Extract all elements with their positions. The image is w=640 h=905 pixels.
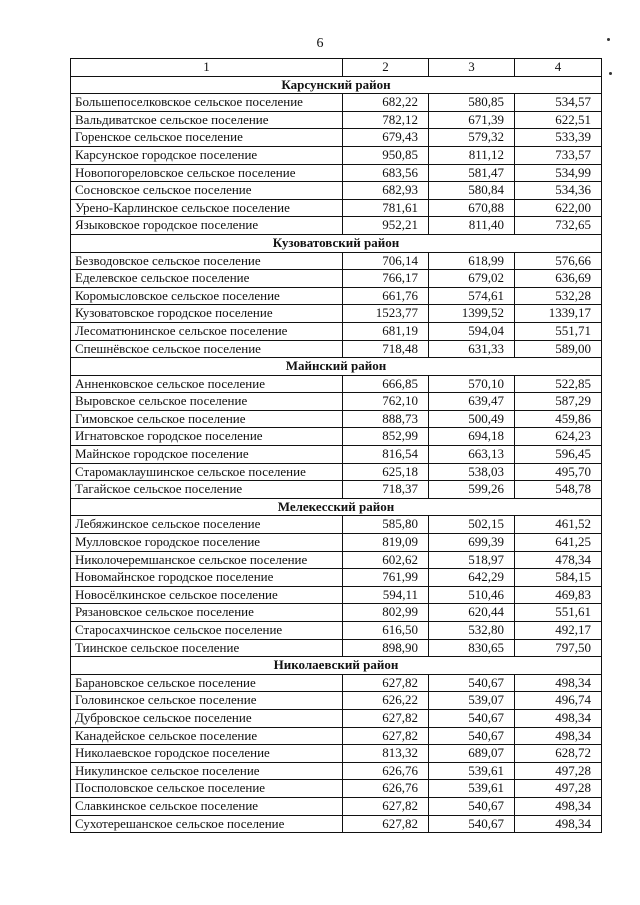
value-cell: 641,25 [515,534,602,552]
settlement-name: Гимовское сельское поселение [71,410,343,428]
table-row [71,639,602,657]
value-cell: 587,29 [515,393,602,411]
settlement-name: Карсунское городское поселение [71,146,343,164]
settlement-name: Языковское городское поселение [71,217,343,235]
settlement-name: Сосновское сельское поселение [71,182,343,200]
value-cell: 626,76 [343,762,429,780]
settlement-name: Игнатовское городское поселение [71,428,343,446]
value-cell: 670,88 [429,199,515,217]
value-cell: 718,37 [343,481,429,499]
value-cell: 830,65 [429,639,515,657]
value-cell: 625,18 [343,463,429,481]
table-row [71,322,602,340]
table-row [71,762,602,780]
column-header: 4 [515,59,602,77]
value-cell: 540,67 [429,797,515,815]
settlement-name: Вальдиватское сельское поселение [71,111,343,129]
settlement-name: Никулинское сельское поселение [71,762,343,780]
value-cell: 782,12 [343,111,429,129]
table-row [71,146,602,164]
value-cell: 666,85 [343,375,429,393]
settlement-name: Лесоматюнинское сельское поселение [71,322,343,340]
value-cell: 594,04 [429,322,515,340]
value-cell: 540,67 [429,674,515,692]
value-cell: 576,66 [515,252,602,270]
table-row [71,709,602,727]
settlement-name: Анненковское сельское поселение [71,375,343,393]
value-cell: 498,34 [515,709,602,727]
value-cell: 797,50 [515,639,602,657]
table-row [71,622,602,640]
value-cell: 580,85 [429,94,515,112]
table-row [71,463,602,481]
settlement-name: Тагайское сельское поселение [71,481,343,499]
table-row [71,375,602,393]
column-header: 3 [429,59,515,77]
value-cell: 532,80 [429,622,515,640]
value-cell: 510,46 [429,586,515,604]
value-cell: 585,80 [343,516,429,534]
value-cell: 570,10 [429,375,515,393]
value-cell: 539,61 [429,762,515,780]
table-row [71,393,602,411]
value-cell: 802,99 [343,604,429,622]
settlement-name: Барановское сельское поселение [71,674,343,692]
value-cell: 496,74 [515,692,602,710]
value-cell: 495,70 [515,463,602,481]
value-cell: 498,34 [515,674,602,692]
value-cell: 497,28 [515,780,602,798]
value-cell: 551,71 [515,322,602,340]
settlement-name: Тиинское сельское поселение [71,639,343,657]
value-cell: 811,12 [429,146,515,164]
district-row [71,76,602,94]
settlement-name: Коромысловское сельское поселение [71,287,343,305]
table-row [71,428,602,446]
value-cell: 594,11 [343,586,429,604]
value-cell: 679,02 [429,270,515,288]
tariff-table [70,58,602,833]
table-row [71,270,602,288]
settlement-name: Большепоселковское сельское поселение [71,94,343,112]
value-cell: 498,34 [515,797,602,815]
settlement-name: Канадейское сельское поселение [71,727,343,745]
district-name: Кузоватовский район [71,234,602,252]
value-cell: 539,07 [429,692,515,710]
settlement-name: Старомаклаушинское сельское поселение [71,463,343,481]
settlement-name: Майнское городское поселение [71,446,343,464]
settlement-name: Славкинское сельское поселение [71,797,343,815]
value-cell: 766,17 [343,270,429,288]
value-cell: 706,14 [343,252,429,270]
table-row [71,340,602,358]
table-row [71,727,602,745]
value-cell: 539,61 [429,780,515,798]
table-row [71,674,602,692]
settlement-name: Новопогореловское сельское поселение [71,164,343,182]
table-row [71,182,602,200]
settlement-name: Горенское сельское поселение [71,129,343,147]
value-cell: 733,57 [515,146,602,164]
settlement-name: Рязановское сельское поселение [71,604,343,622]
value-cell: 498,34 [515,727,602,745]
table-row [71,164,602,182]
value-cell: 502,15 [429,516,515,534]
value-cell: 888,73 [343,410,429,428]
district-name: Карсунский район [71,76,602,94]
value-cell: 589,00 [515,340,602,358]
value-cell: 732,65 [515,217,602,235]
value-cell: 781,61 [343,199,429,217]
table-row [71,569,602,587]
value-cell: 642,29 [429,569,515,587]
value-cell: 852,99 [343,428,429,446]
settlement-name: Дубровское сельское поселение [71,709,343,727]
value-cell: 580,84 [429,182,515,200]
value-cell: 497,28 [515,762,602,780]
value-cell: 627,82 [343,674,429,692]
table-row [71,586,602,604]
value-cell: 627,82 [343,815,429,833]
settlement-name: Лебяжинское сельское поселение [71,516,343,534]
value-cell: 679,43 [343,129,429,147]
value-cell: 540,67 [429,709,515,727]
column-header: 2 [343,59,429,77]
value-cell: 602,62 [343,551,429,569]
table-row [71,745,602,763]
value-cell: 681,19 [343,322,429,340]
value-cell: 498,34 [515,815,602,833]
value-cell: 551,61 [515,604,602,622]
value-cell: 538,03 [429,463,515,481]
table-row [71,111,602,129]
table-row [71,217,602,235]
district-name: Мелекесский район [71,498,602,516]
value-cell: 492,17 [515,622,602,640]
value-cell: 636,69 [515,270,602,288]
table-row [71,534,602,552]
value-cell: 1523,77 [343,305,429,323]
value-cell: 627,82 [343,709,429,727]
value-cell: 618,99 [429,252,515,270]
value-cell: 682,93 [343,182,429,200]
value-cell: 819,09 [343,534,429,552]
value-cell: 631,33 [429,340,515,358]
value-cell: 478,34 [515,551,602,569]
table-row [71,129,602,147]
value-cell: 816,54 [343,446,429,464]
settlement-name: Новосёлкинское сельское поселение [71,586,343,604]
settlement-name: Урено-Карлинское сельское поселение [71,199,343,217]
settlement-name: Старосахчинское сельское поселение [71,622,343,640]
value-cell: 694,18 [429,428,515,446]
settlement-name: Выровское сельское поселение [71,393,343,411]
value-cell: 626,22 [343,692,429,710]
value-cell: 1339,17 [515,305,602,323]
value-cell: 761,99 [343,569,429,587]
value-cell: 689,07 [429,745,515,763]
table-row [71,287,602,305]
table-row [71,446,602,464]
value-cell: 663,13 [429,446,515,464]
value-cell: 534,57 [515,94,602,112]
value-cell: 626,76 [343,780,429,798]
value-cell: 699,39 [429,534,515,552]
value-cell: 628,72 [515,745,602,763]
value-cell: 581,47 [429,164,515,182]
value-cell: 548,78 [515,481,602,499]
settlement-name: Еделевское сельское поселение [71,270,343,288]
scan-speck [607,38,610,41]
page-number: 6 [316,36,324,51]
table-row [71,410,602,428]
scan-speck [609,72,612,75]
table-row [71,199,602,217]
settlement-name: Николочеремшанское сельское поселение [71,551,343,569]
value-cell: 950,85 [343,146,429,164]
value-cell: 671,39 [429,111,515,129]
value-cell: 579,32 [429,129,515,147]
value-cell: 522,85 [515,375,602,393]
value-cell: 718,48 [343,340,429,358]
district-row [71,358,602,376]
value-cell: 1399,52 [429,305,515,323]
value-cell: 533,39 [515,129,602,147]
value-cell: 584,15 [515,569,602,587]
value-cell: 469,83 [515,586,602,604]
table-row [71,252,602,270]
value-cell: 596,45 [515,446,602,464]
value-cell: 898,90 [343,639,429,657]
settlement-name: Спешнёвское сельское поселение [71,340,343,358]
table-row [71,94,602,112]
value-cell: 534,99 [515,164,602,182]
settlement-name: Головинское сельское поселение [71,692,343,710]
value-cell: 540,67 [429,815,515,833]
value-cell: 661,76 [343,287,429,305]
district-name: Майнский район [71,358,602,376]
settlement-name: Мулловское городское поселение [71,534,343,552]
value-cell: 762,10 [343,393,429,411]
table-row [71,797,602,815]
value-cell: 639,47 [429,393,515,411]
value-cell: 624,23 [515,428,602,446]
value-cell: 620,44 [429,604,515,622]
table-row [71,692,602,710]
table-row [71,604,602,622]
value-cell: 534,36 [515,182,602,200]
value-cell: 459,86 [515,410,602,428]
value-cell: 952,21 [343,217,429,235]
header-row [71,59,602,77]
value-cell: 599,26 [429,481,515,499]
value-cell: 461,52 [515,516,602,534]
settlement-name: Безводовское сельское поселение [71,252,343,270]
table-row [71,815,602,833]
table-row [71,305,602,323]
settlement-name: Посполовское сельское поселение [71,780,343,798]
settlement-name: Сухотерешанское сельское поселение [71,815,343,833]
value-cell: 574,61 [429,287,515,305]
settlement-name: Николаевское городское поселение [71,745,343,763]
value-cell: 813,32 [343,745,429,763]
table-row [71,516,602,534]
value-cell: 532,28 [515,287,602,305]
value-cell: 622,51 [515,111,602,129]
value-cell: 682,22 [343,94,429,112]
district-row [71,657,602,675]
value-cell: 540,67 [429,727,515,745]
table-row [71,481,602,499]
settlement-name: Кузоватовское городское поселение [71,305,343,323]
district-name: Николаевский район [71,657,602,675]
table-row [71,551,602,569]
settlement-name: Новомайнское городское поселение [71,569,343,587]
district-row [71,234,602,252]
value-cell: 627,82 [343,797,429,815]
district-row [71,498,602,516]
value-cell: 683,56 [343,164,429,182]
value-cell: 518,97 [429,551,515,569]
value-cell: 500,49 [429,410,515,428]
value-cell: 622,00 [515,199,602,217]
table-body [71,59,602,833]
value-cell: 627,82 [343,727,429,745]
value-cell: 811,40 [429,217,515,235]
value-cell: 616,50 [343,622,429,640]
column-header: 1 [71,59,343,77]
table-row [71,780,602,798]
